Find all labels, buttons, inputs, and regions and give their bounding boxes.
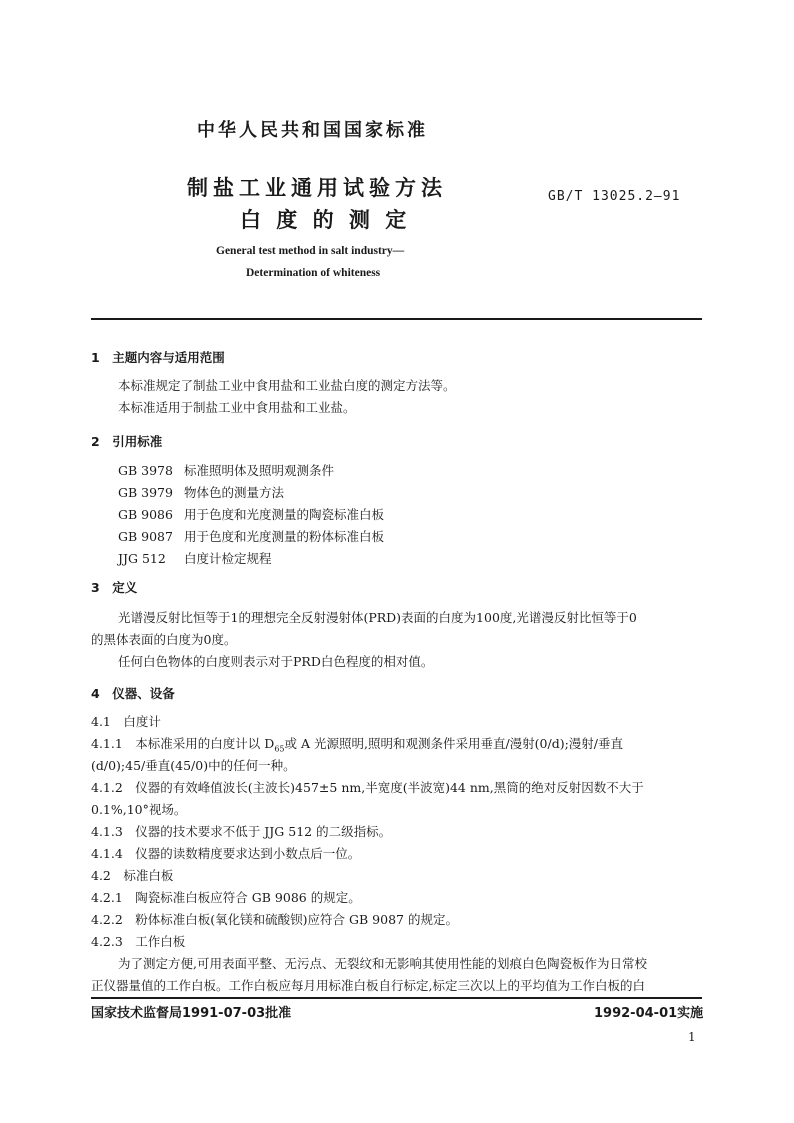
- d65-subscript: 65: [274, 744, 285, 754]
- clause-4-1-2: 4.1.2 仪器的有效峰值波长(主波长)457±5 nm,半宽度(半波宽)44 nm,黑筒的绝对反射因数不大于: [91, 780, 644, 795]
- clause-4-2-3-paragraph: 正仪器量值的工作白板。工作白板应每月用标准白板自行标定,标定三次以上的平均值为工作白板的白: [91, 978, 645, 993]
- section-1-heading: 1 主题内容与适用范围: [91, 350, 225, 365]
- reference-title: 用于色度和光度测量的陶瓷标准白板: [184, 507, 385, 522]
- clause-4-2-1: 4.2.1 陶瓷标准白板应符合 GB 9086 的规定。: [91, 890, 361, 905]
- country-standard-title: 中华人民共和国国家标准: [197, 120, 428, 141]
- footer-divider: [91, 997, 702, 999]
- reference-title: 用于色度和光度测量的粉体标准白板: [184, 529, 385, 544]
- section-3-paragraph: 的黑体表面的白度为0度。: [91, 632, 237, 647]
- page-number: 1: [688, 1030, 696, 1044]
- reference-item: [118, 548, 384, 570]
- clause-4-2-3-paragraph: 为了测定方便,可用表面平整、无污点、无裂纹和无影响其使用性能的划痕白色陶瓷板作为日常校: [118, 956, 647, 971]
- reference-item: [118, 460, 384, 482]
- document-title-line2: 白 度 的 测 定: [240, 208, 411, 232]
- clause-4-1-1-text: 4.1.1 本标准采用的白度计以 D: [91, 736, 275, 751]
- reference-code: GB 3979: [118, 485, 173, 500]
- clause-4-1-3: 4.1.3 仪器的技术要求不低于 JJG 512 的二级指标。: [91, 824, 392, 839]
- clause-4-1-1-text: 或 A 光源照明,照明和观测条件采用垂直/漫射(0/d);漫射/垂直: [284, 736, 624, 751]
- standard-number: GB/T 13025.2—91: [548, 189, 681, 204]
- section-1-paragraph: 本标准规定了制盐工业中食用盐和工业盐白度的测定方法等。: [118, 378, 456, 393]
- reference-item: [118, 482, 384, 504]
- clause-4-2: 4.2 标准白板: [91, 868, 174, 883]
- header-divider: [91, 318, 702, 320]
- section-1-paragraph: 本标准适用于制盐工业中食用盐和工业盐。: [118, 400, 356, 415]
- clause-4-1-4: 4.1.4 仪器的读数精度要求达到小数点后一位。: [91, 846, 361, 861]
- reference-code: GB 9086: [118, 507, 173, 522]
- section-3-paragraph: 任何白色物体的白度则表示对于PRD白色程度的相对值。: [118, 654, 434, 669]
- english-title-line2: Determination of whiteness: [246, 267, 381, 279]
- clause-4-1: 4.1 白度计: [91, 714, 161, 729]
- section-3-paragraph: 光谱漫反射比恒等于1的理想完全反射漫射体(PRD)表面的白度为100度,光谱漫反射比恒等于0: [118, 610, 637, 625]
- reference-code: GB 9087: [118, 529, 173, 544]
- section-4-heading: 4 仪器、设备: [91, 686, 175, 701]
- reference-item: [118, 504, 384, 526]
- english-title-line1: General test method in salt industry—: [216, 245, 405, 257]
- clause-4-1-2-continuation: 0.1%,10°视场。: [91, 802, 187, 817]
- reference-code: JJG 512: [118, 551, 166, 566]
- section-3-heading: 3 定义: [91, 580, 138, 595]
- reference-item: [118, 526, 384, 548]
- reference-title: 物体色的测量方法: [184, 485, 285, 500]
- implementation-date: 1992-04-01实施: [594, 1006, 704, 1021]
- document-title-line1: 制盐工业通用试验方法: [187, 176, 447, 200]
- reference-code: GB 3978: [118, 463, 173, 478]
- clause-4-2-3: 4.2.3 工作白板: [91, 934, 186, 949]
- referenced-standards-list: [118, 460, 384, 570]
- reference-title: 白度计检定规程: [184, 551, 272, 566]
- clause-4-1-1-continuation: (d/0);45/垂直(45/0)中的任何一种。: [91, 758, 296, 773]
- reference-title: 标准照明体及照明观测条件: [184, 463, 335, 478]
- section-2-heading: 2 引用标准: [91, 434, 163, 449]
- approval-note: 国家技术监督局1991-07-03批准: [91, 1006, 292, 1021]
- clause-4-2-2: 4.2.2 粉体标准白板(氧化镁和硫酸钡)应符合 GB 9087 的规定。: [91, 912, 458, 927]
